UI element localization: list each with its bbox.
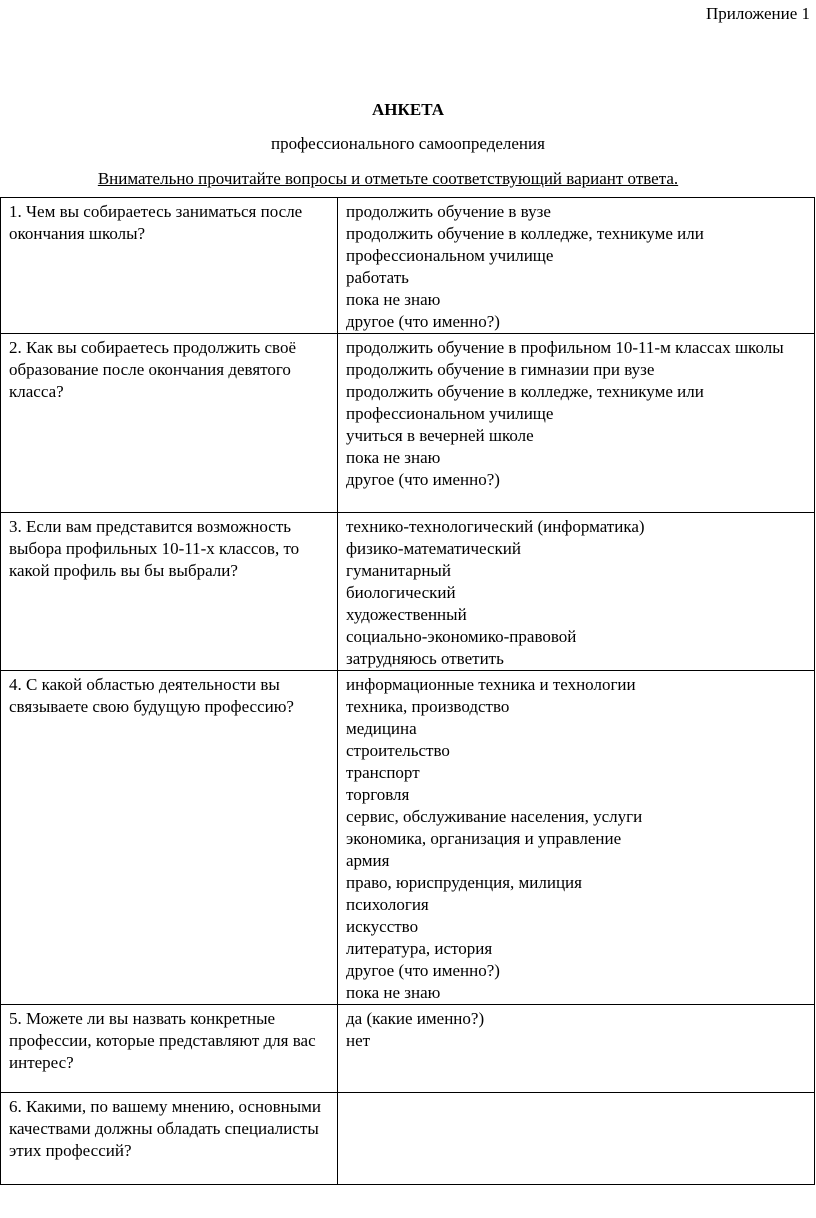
answer-option[interactable]: техника, производство [346,697,510,716]
answer-option[interactable]: пока не знаю [346,290,441,309]
survey-table [0,197,815,1185]
answer-option[interactable]: другое (что именно?) [346,470,500,489]
answer-options [338,198,815,334]
question-row-3 [1,513,815,671]
answer-option[interactable]: социально-экономико-правовой [346,627,577,646]
document-subtitle: профессионального самоопределения [271,134,545,153]
answer-option[interactable]: торговля [346,785,410,804]
answer-option[interactable]: психология [346,895,429,914]
question-row-1 [1,198,815,334]
answer-option[interactable]: литература, история [346,939,493,958]
answer-options [338,671,815,1005]
answer-option[interactable]: искусство [346,917,419,936]
answer-option[interactable]: гуманитарный [346,561,451,580]
answer-options [338,513,815,671]
answer-option[interactable]: работать [346,268,409,287]
question-row-2 [1,334,815,513]
answer-option[interactable]: транспорт [346,763,420,782]
answer-option[interactable]: продолжить обучение в гимназии при вузе [346,360,655,379]
answer-option[interactable]: право, юриспруденция, милиция [346,873,582,892]
question-row-5 [1,1005,815,1093]
answer-option[interactable]: нет [346,1031,371,1050]
answer-option[interactable]: пока не знаю [346,983,441,1002]
question-row-6 [1,1093,815,1185]
answer-option[interactable]: биологический [346,583,456,602]
question-text: 3. Если вам представится возможность выбора профильных 10-11-х классов, то какой профиль вы бы выбрали? [1,513,338,671]
answer-option[interactable]: учиться в вечерней школе [346,426,534,445]
answer-option[interactable]: физико-математический [346,539,521,558]
answer-option[interactable]: продолжить обучение в вузе [346,202,551,221]
question-text: 5. Можете ли вы назвать конкретные профессии, которые представляют для вас интерес? [1,1005,338,1093]
answer-option[interactable]: медицина [346,719,417,738]
answer-option[interactable]: продолжить обучение в профильном 10-11-м классах школы [346,338,784,357]
question-text: 4. С какой областью деятельности вы связываете свою будущую профессию? [1,671,338,1005]
answer-option[interactable]: художественный [346,605,467,624]
question-row-4 [1,671,815,1005]
answer-option[interactable]: строительство [346,741,450,760]
answer-options [338,1005,815,1093]
answer-option[interactable]: продолжить обучение в колледже, техникуме или профессиональном училище [346,224,704,265]
answer-options [338,334,815,513]
answer-option[interactable]: продолжить обучение в колледже, техникуме или профессиональном училище [346,382,704,423]
answer-field[interactable] [338,1093,815,1185]
instruction-text: Внимательно прочитайте вопросы и отметьте соответствующий вариант ответа. [97,169,679,188]
answer-option[interactable]: другое (что именно?) [346,961,500,980]
answer-option[interactable]: информационные техника и технологии [346,675,636,694]
document-title: АНКЕТА [372,100,444,119]
answer-option[interactable]: армия [346,851,390,870]
answer-option[interactable]: затрудняюсь ответить [346,649,504,668]
answer-option[interactable]: пока не знаю [346,448,441,467]
answer-option[interactable]: экономика, организация и управление [346,829,622,848]
appendix-label: Приложение 1 [706,4,810,23]
question-text: 6. Какими, по вашему мнению, основными качествами должны обладать специалисты этих профессий? [1,1093,338,1185]
answer-option[interactable]: да (какие именно?) [346,1009,485,1028]
answer-option[interactable]: сервис, обслуживание населения, услуги [346,807,643,826]
answer-option[interactable]: технико-технологический (информатика) [346,517,645,536]
answer-option[interactable]: другое (что именно?) [346,312,500,331]
question-text: 2. Как вы собираетесь продолжить своё образование после окончания девятого класса? [1,334,338,513]
question-text: 1. Чем вы собираетесь заниматься после окончания школы? [1,198,338,334]
